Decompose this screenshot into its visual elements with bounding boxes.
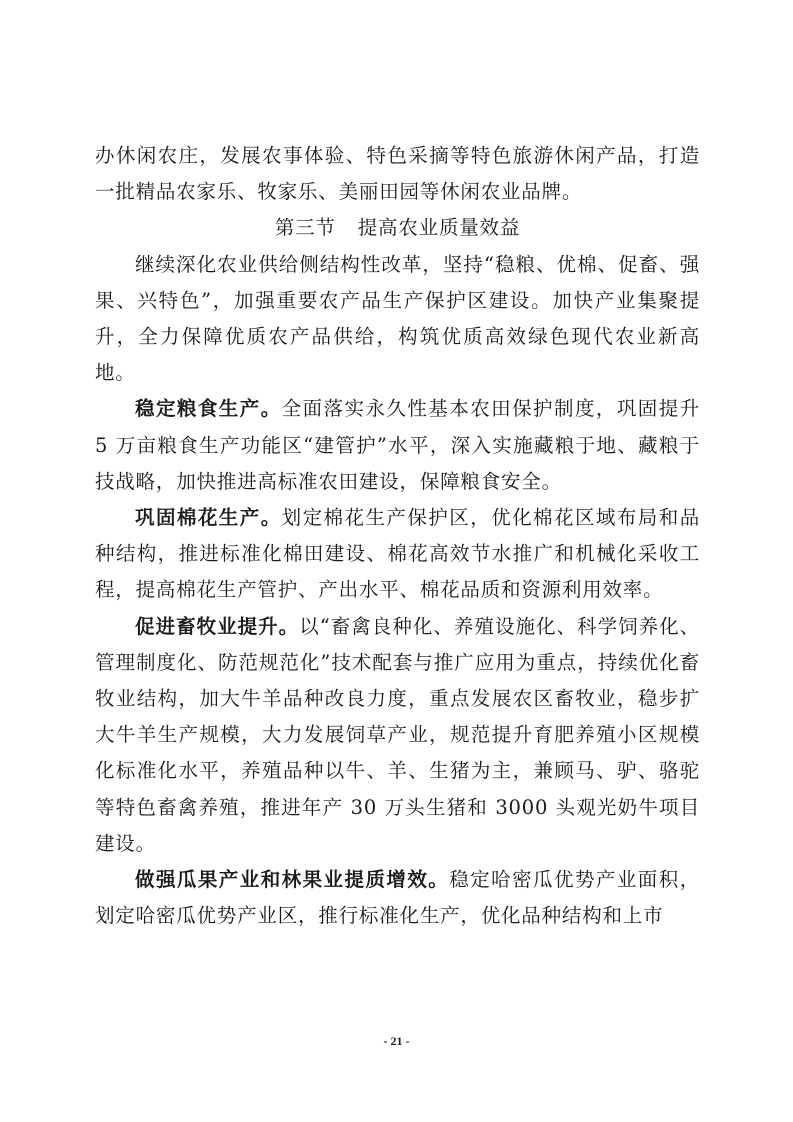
paragraph-lead-heading: 巩固棉花生产。 bbox=[135, 506, 282, 530]
document-body bbox=[95, 138, 700, 934]
page-number: - 21 - bbox=[383, 1034, 410, 1048]
paragraph-lead-heading: 稳定粮食生产。 bbox=[135, 397, 282, 421]
continuation-paragraph: 办休闲农庄，发展农事体验、特色采摘等特色旅游休闲产品，打造一批精品农家乐、牧家乐、美丽田园等休闲农业品牌。 bbox=[95, 144, 700, 204]
paragraph-lead-heading: 促进畜牧业提升。 bbox=[135, 614, 300, 638]
intro-paragraph: 继续深化农业供给侧结构性改革，坚持“稳粮、优棉、促畜、强果、兴特色”，加强重要农产品生产保护区建设。加快产业集聚提升，全力保障优质农产品供给，构筑优质高效绿色现代农业新高地。 bbox=[95, 252, 700, 385]
paragraph-text: 以“畜禽良种化、养殖设施化、科学饲养化、管理制度化、防范规范化”技术配套与推广应用为重点，持续优化畜牧业结构，加大牛羊品种改良力度，重点发展农区畜牧业，稳步扩大牛羊生产规模，大力发展饲草产业，规范提升育肥养殖小区规模化标准化水平，养殖品种以牛、羊、生猪为主，兼顾马、驴、骆驼等特色畜禽养殖，推进年产 30 万头生猪和 3000 头观光奶牛项目建设。 bbox=[95, 614, 700, 855]
paragraph-melon-fruit bbox=[95, 862, 700, 934]
section-heading bbox=[95, 210, 700, 246]
paragraph-lead-heading: 做强瓜果产业和林果业提质增效。 bbox=[135, 868, 450, 892]
paragraph-livestock bbox=[95, 609, 700, 862]
paragraph-grain-production bbox=[95, 391, 700, 500]
section-title: 提高农业质量效益 bbox=[357, 216, 521, 240]
section-number: 第三节 bbox=[274, 216, 336, 240]
paragraph-text: 全面落实永久性基本农田保护制度，巩固提升 5 万亩粮食生产功能区“建管护”水平，深入实施藏粮于地、藏粮于技战略，加快推进高标准农田建设，保障粮食安全。 bbox=[95, 397, 700, 493]
paragraph-text: 稳定哈密瓜优势产业面积，划定哈密瓜优势产业区，推行标准化生产，优化品种结构和上市 bbox=[95, 868, 700, 928]
paragraph-cotton-production bbox=[95, 500, 700, 609]
paragraph-text: 划定棉花生产保护区，优化棉花区域布局和品种结构，推进标准化棉田建设、棉花高效节水推广和机械化采收工程，提高棉花生产管护、产出水平、棉花品质和资源利用效率。 bbox=[95, 506, 700, 602]
